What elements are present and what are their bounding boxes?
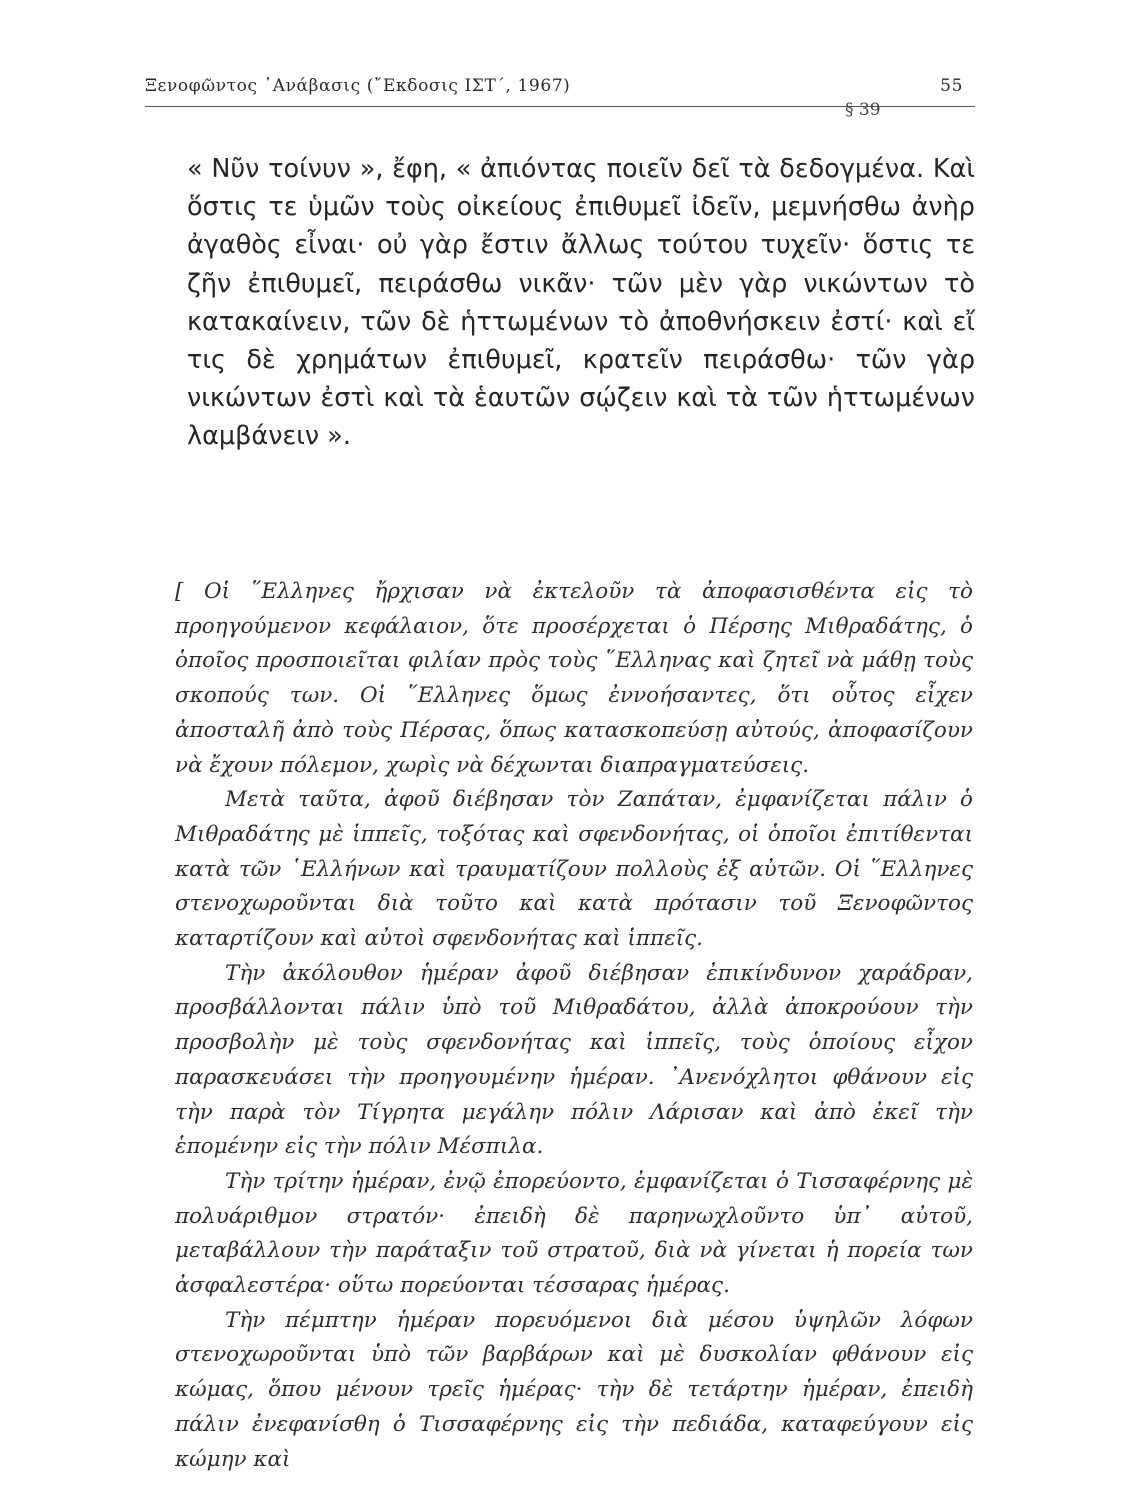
summary-paragraph-3: Τὴν ἀκόλουθον ἡμέραν ἀφοῦ διέβησαν ἐπικίνδυνον χαράδραν, προσβάλλονται πάλιν ὑπὸ τοῦ Μιθραδάτου, ἀλλὰ ἀποκρούουν τὴν προσβολὴν μὲ τοὺς σφενδονήτας καὶ ἱππεῖς, τοὺς ὁποίους εἶχον παρασκευάσει τὴν προηγουμένην ἡμέραν. ᾿Ανενόχλητοι φθάνουν εἰς τὴν παρὰ τὸν Τίγρητα μεγάλην πόλιν Λάρισαν καὶ ἀπὸ ἐκεῖ τὴν ἑπομένην εἰς τὴν πόλιν Μέσπιλα. [175, 960, 973, 1160]
running-title: Ξενοφῶντος ᾿Ανάβασις (῎Εκδοσις ΙΣΤ΄, 1967) [145, 76, 571, 96]
original-paragraph: « Νῦν τοίνυν », ἔφη, « ἀπιόντας ποιεῖν δεῖ τὰ δεδογμένα. Καὶ ὅστις τε ὑμῶν τοὺς οἰκείους ἐπιθυμεῖ ἰδεῖν, μεμνήσθω ἀνὴρ ἀγαθὸς εἶναι· οὐ γὰρ ἔστιν ἄλλως τούτου τυχεῖν· ὅστις τε ζῆν ἐπιθυμεῖ, πειράσθω νικᾶν· τῶν μὲν γὰρ νικώντων τὸ κατακαίνειν, τῶν δὲ ἡττωμένων τὸ ἀποθνήσκειν ἐστί· καὶ εἴ τις δὲ χρημάτων ἐπιθυμεῖ, κρατεῖν πειράσθω· τῶν γὰρ νικώντων ἐστὶ καὶ τὰ ἑαυτῶν σῴζειν καὶ τὰ τῶν ἡττωμένων λαμβάνειν ». [187, 154, 975, 452]
page-number: 55 [940, 76, 963, 96]
original-greek-text [145, 150, 975, 456]
summary-paragraph-1: [ Οἱ ῞Ελληνες ἤρχισαν νὰ ἐκτελοῦν τὰ ἀποφασισθέντα εἰς τὸ προηγούμενον κεφάλαιον, ὅτε προσέρχεται ὁ Πέρσης Μιθραδάτης, ὁ ὁποῖος προσποιεῖται φιλίαν πρὸς τοὺς ῞Ελληνας καὶ ζητεῖ νὰ μάθῃ τοὺς σκοπούς των. Οἱ ῞Ελληνες ὅμως ἐννοήσαντες, ὅτι οὗτος εἶχεν ἀποσταλῆ ἀπὸ τοὺς Πέρσας, ὅπως κατασκοπεύσῃ αὐτούς, ἀποφασίζουν νὰ ἔχουν πόλεμον, χωρὶς νὰ δέχωνται διαπραγματεύσεις. [175, 579, 973, 778]
summary-paragraph-2: Μετὰ ταῦτα, ἀφοῦ διέβησαν τὸν Ζαπάταν, ἐμφανίζεται πάλιν ὁ Μιθραδάτης μὲ ἱππεῖς, τοξότας καὶ σφενδονήτας, οἱ ὁποῖοι ἐπιτίθενται κατὰ τῶν ῾Ελλήνων καὶ τραυματίζουν πολλοὺς ἐξ αὐτῶν. Οἱ ῞Ελληνες στενοχωροῦνται διὰ τοῦτο καὶ κατὰ πρότασιν τοῦ Ξενοφῶντος καταρτίζουν καὶ αὐτοὶ σφενδονήτας καὶ ἱππεῖς. [175, 787, 973, 952]
summary-paragraph-4: Τὴν τρίτην ἡμέραν, ἐνῷ ἐπορεύοντο, ἐμφανίζεται ὁ Τισσαφέρνης μὲ πολυάριθμον στρατόν· ἐπειδὴ δὲ παρηνωχλοῦντο ὑπ᾿ αὐτοῦ, μεταβάλλουν τὴν παράταξιν τοῦ στρατοῦ, διὰ νὰ γίνεται ἡ πορεία των ἀσφαλεστέρα· οὕτω πορεύονται τέσσαρας ἡμέρας. [175, 1168, 973, 1299]
book-page [145, 60, 975, 1480]
modern-greek-summary [175, 575, 973, 1477]
summary-paragraph-5: Τὴν πέμπτην ἡμέραν πορευόμενοι διὰ μέσου ὑψηλῶν λόφων στενοχωροῦνται ὑπὸ τῶν βαρβάρων καὶ μὲ δυσκολίαν φθάνουν εἰς κώμας, ὅπου μένουν τρεῖς ἡμέρας· τὴν δὲ τετάρτην ἡμέραν, ἐπειδὴ πάλιν ἐνεφανίσθη ὁ Τισσαφέρνης εἰς τὴν πεδιάδα, καταφεύγουν εἰς κώμην καὶ [175, 1307, 973, 1472]
section-marker: § 39 [845, 100, 881, 120]
